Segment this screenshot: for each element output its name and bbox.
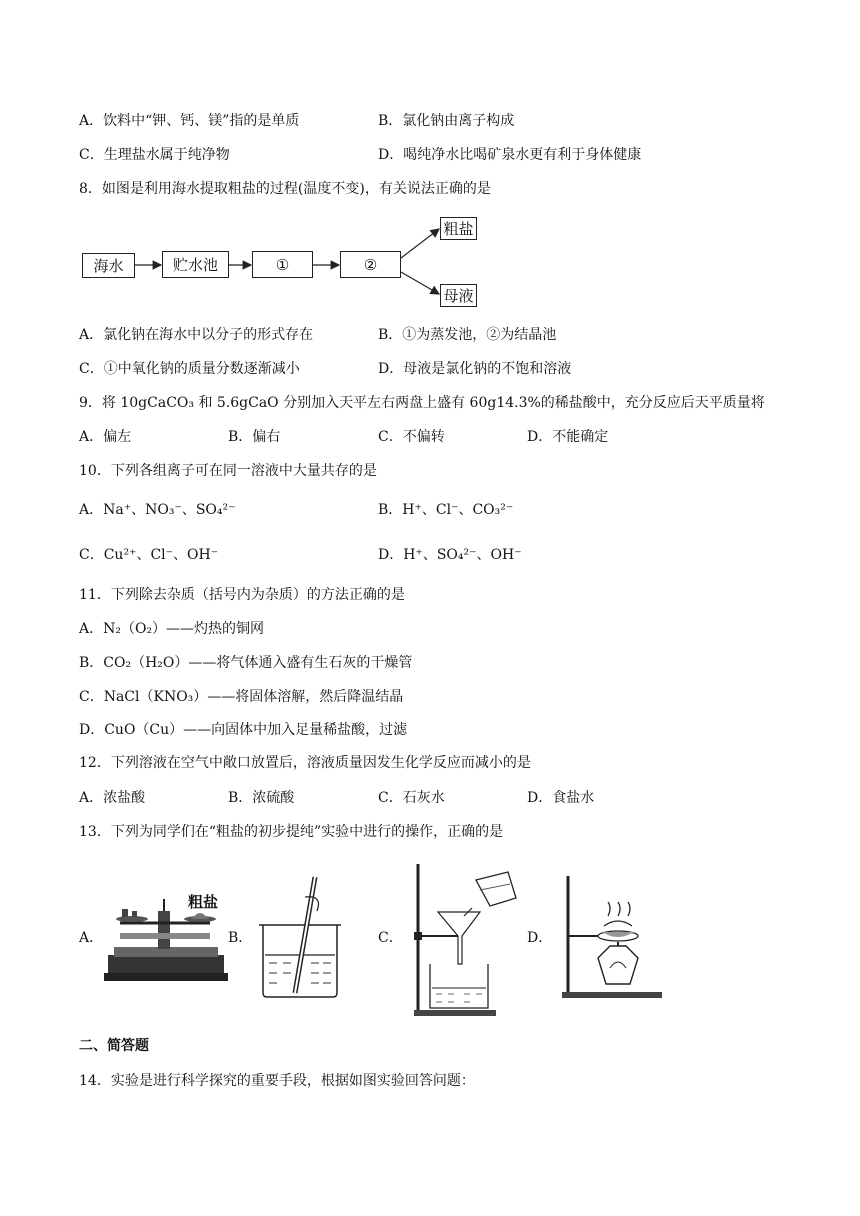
flow-mother-liquor-box: 母液 (440, 284, 477, 307)
q10-option-b: B．H⁺、Cl⁻、CO₃²⁻ (378, 502, 514, 518)
q8-option-b: B．①为蒸发池，②为结晶池 (378, 327, 557, 343)
evaporation-illustration (560, 872, 670, 1002)
q9-stem: 9．将 10gCaCO₃ 和 5.6gCaO 分别加入天平左右两盘上盛有 60g14.3%的稀盐酸中，充分反应后天平质量将 (79, 395, 765, 411)
q13-stem: 13．下列为同学们在“粗盐的初步提纯”实验中进行的操作，正确的是 (79, 824, 504, 840)
q14-stem: 14．实验是进行科学探究的重要手段，根据如图实验回答问题： (79, 1073, 475, 1089)
flow-step2-box: ② (340, 251, 401, 278)
q10-option-a: A．Na⁺、NO₃⁻、SO₄²⁻ (79, 502, 236, 518)
q9-option-c: C．不偏转 (378, 429, 445, 445)
flow-arrows (0, 0, 860, 330)
q8-option-c: C．①中氧化钠的质量分数逐渐减小 (79, 361, 300, 377)
q7-option-a: A．饮料中“钾、钙、镁”指的是单质 (79, 113, 300, 129)
q13-option-c: C． (378, 930, 403, 946)
q8-option-a: A．氯化钠在海水中以分子的形式存在 (79, 327, 314, 343)
flow-crude-salt-box: 粗盐 (440, 217, 477, 240)
q13-option-a: A． (79, 930, 104, 946)
section-2-heading: 二、简答题 (79, 1038, 149, 1054)
q13-option-b: B． (228, 930, 253, 946)
balance-salt-label: 粗盐 (188, 893, 219, 911)
q9-option-a: A．偏左 (79, 429, 132, 445)
q11-option-a: A．N₂（O₂）——灼热的铜网 (79, 621, 265, 637)
q13-option-d: D． (527, 930, 553, 946)
q10-option-d: D．H⁺、SO₄²⁻、OH⁻ (378, 547, 522, 563)
q8-option-d: D．母液是氯化钠的不饱和溶液 (378, 361, 572, 377)
q9-option-d: D．不能确定 (527, 429, 609, 445)
q12-option-c: C．石灰水 (378, 790, 445, 806)
q12-option-d: D．食盐水 (527, 790, 595, 806)
q8-stem: 8．如图是利用海水提取粗盐的过程(温度不变)，有关说法正确的是 (79, 181, 491, 197)
q10-option-c: C．Cu²⁺、Cl⁻、OH⁻ (79, 547, 219, 563)
q11-option-c: C．NaCl（KNO₃）——将固体溶解，然后降温结晶 (79, 689, 404, 705)
flow-pond-box: 贮水池 (162, 251, 229, 278)
flow-step1-box: ① (252, 251, 313, 278)
flow-seawater-box: 海水 (82, 253, 135, 278)
q7-option-d: D．喝纯净水比喝矿泉水更有利于身体健康 (378, 147, 642, 163)
q7-option-b: B．氯化钠由离子构成 (378, 113, 515, 129)
q12-option-b: B．浓硫酸 (228, 790, 295, 806)
q12-stem: 12．下列溶液在空气中敞口放置后，溶液质量因发生化学反应而减小的是 (79, 755, 531, 771)
q12-option-a: A．浓盐酸 (79, 790, 146, 806)
q7-option-c: C．生理盐水属于纯净物 (79, 147, 230, 163)
balance-weighing-illustration (100, 875, 230, 985)
filtration-illustration (400, 860, 525, 1020)
beaker-stirring-illustration (255, 875, 345, 1000)
q10-stem: 10．下列各组离子可在同一溶液中大量共存的是 (79, 463, 377, 479)
q9-option-b: B．偏右 (228, 429, 281, 445)
q11-stem: 11．下列除去杂质（括号内为杂质）的方法正确的是 (79, 587, 405, 603)
q11-option-d: D．CuO（Cu）——向固体中加入足量稀盐酸，过滤 (79, 722, 408, 738)
q11-option-b: B．CO₂（H₂O）——将气体通入盛有生石灰的干燥管 (79, 655, 413, 671)
